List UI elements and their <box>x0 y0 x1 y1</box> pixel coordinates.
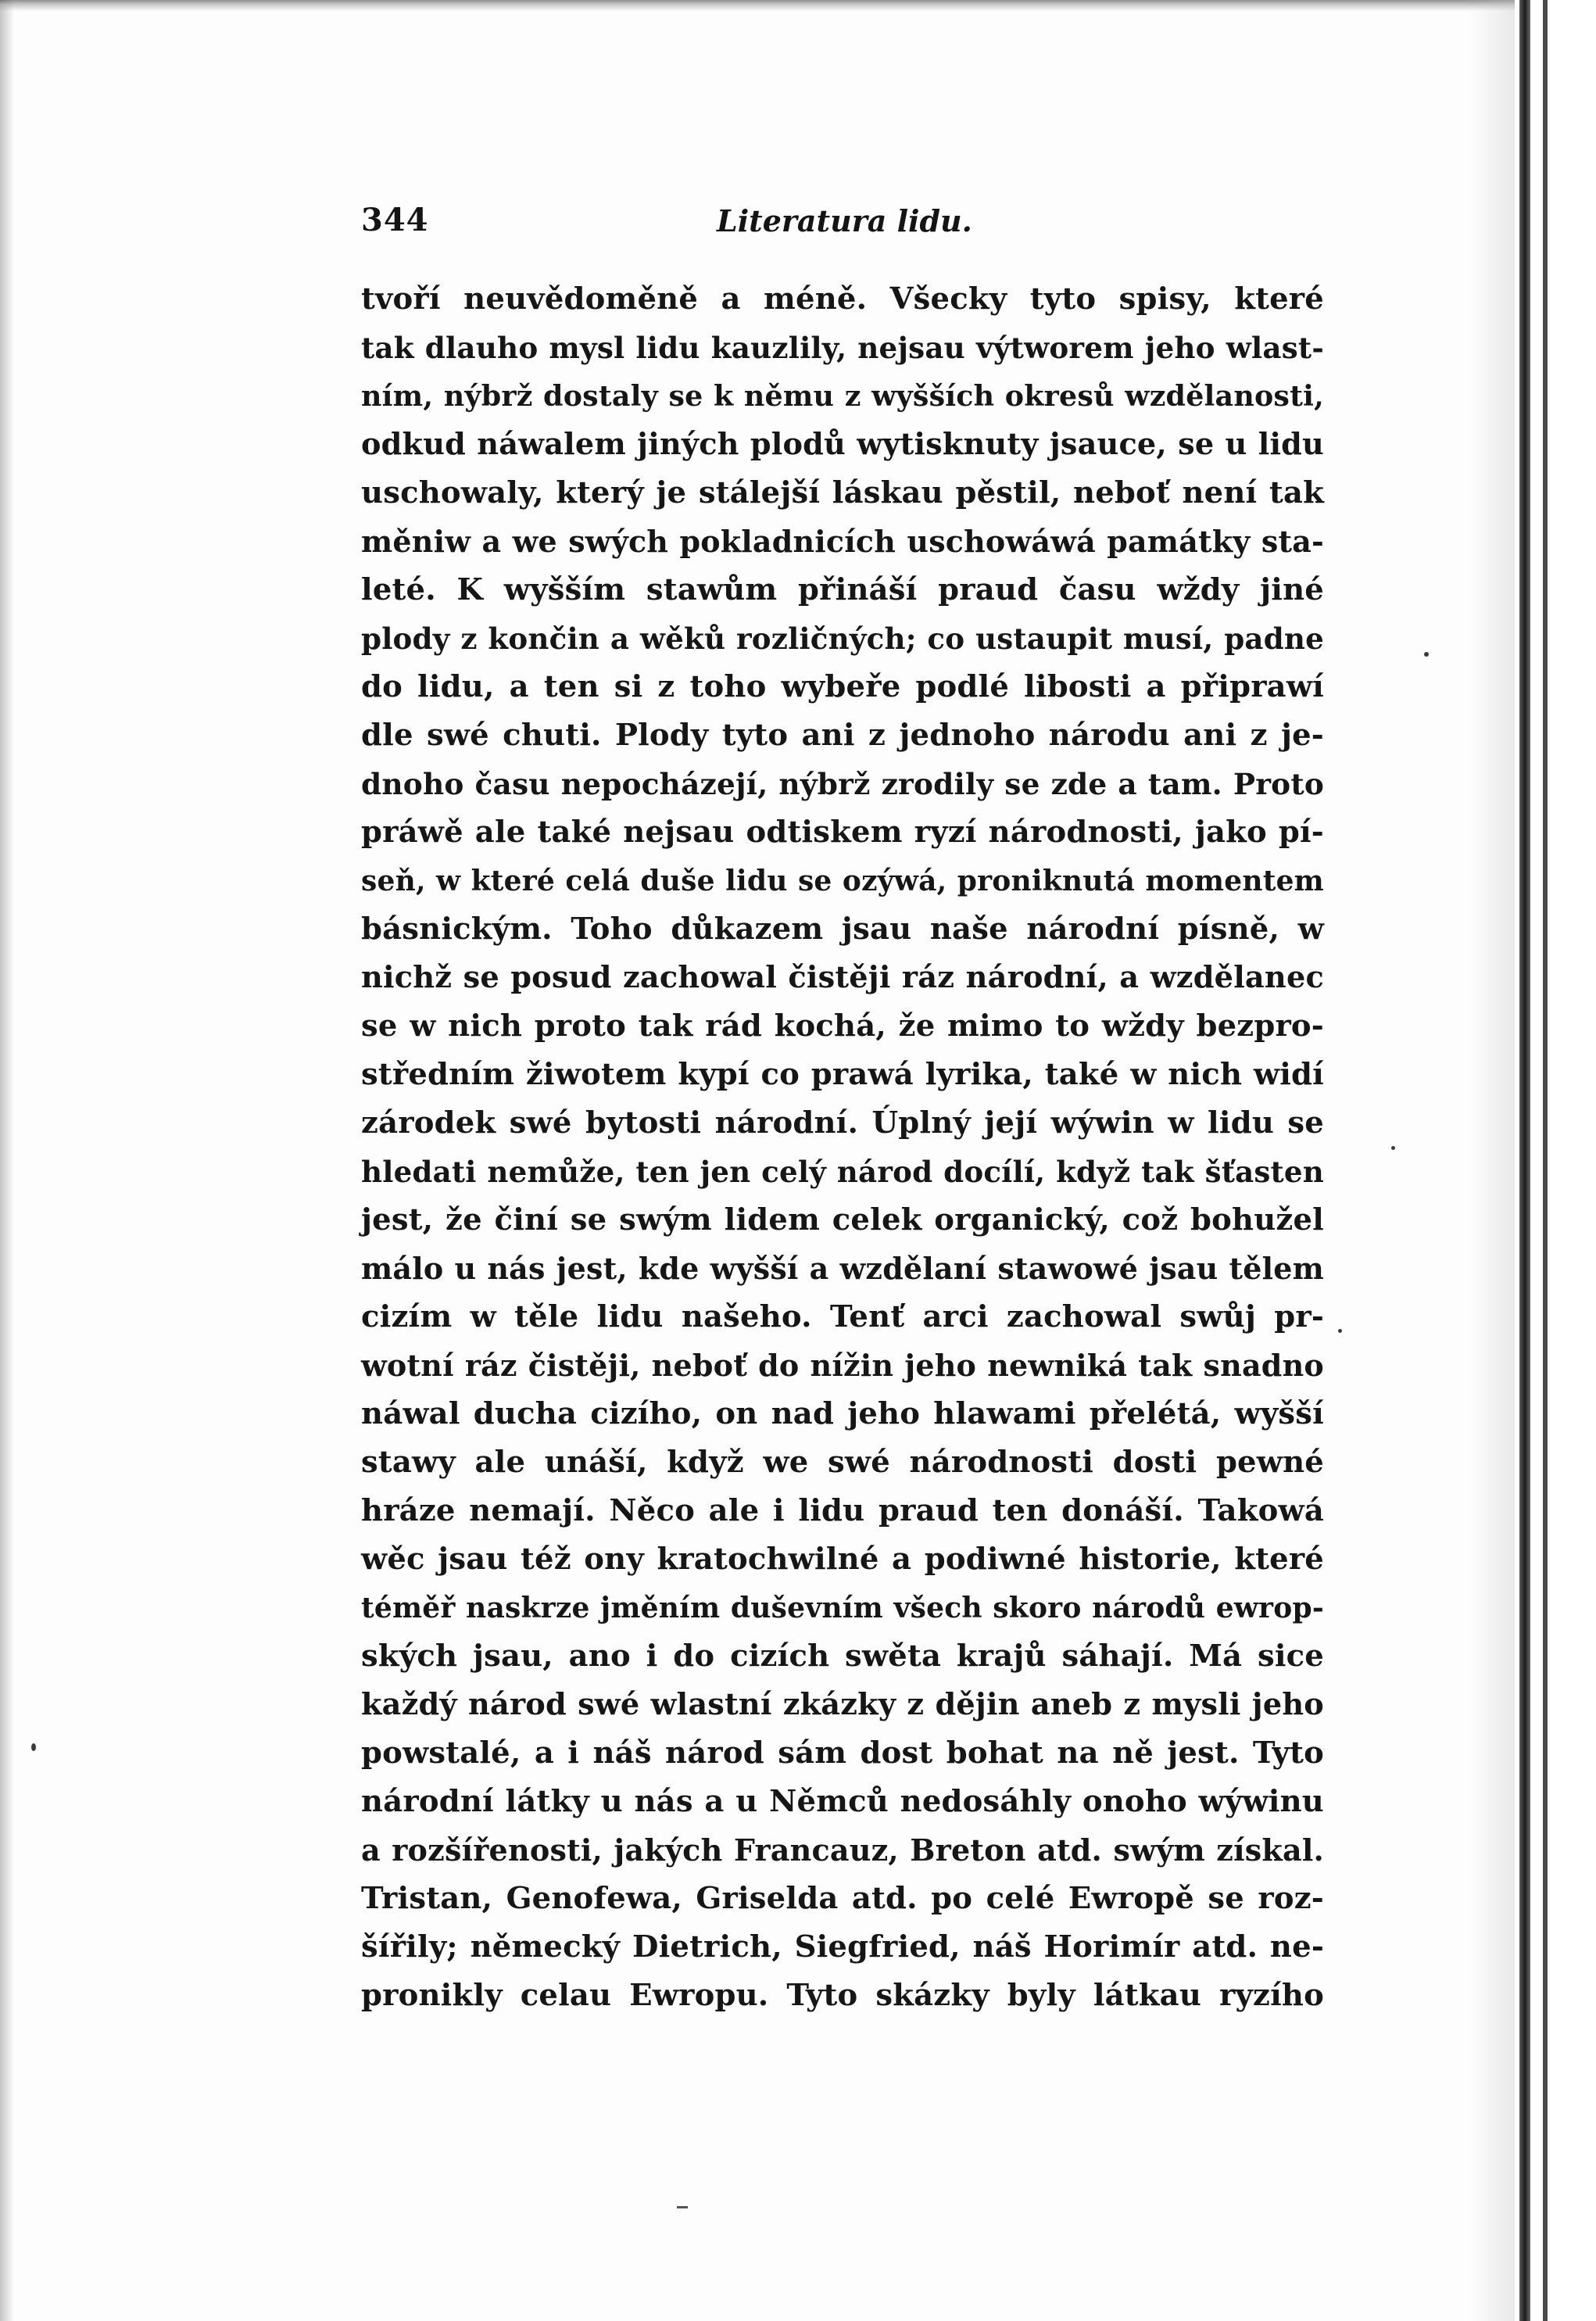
scan-dash-mark <box>677 2206 688 2208</box>
text-line: hráze nemají. Něco ale i lidu praud ten donáší. Takowá <box>361 1493 1324 1528</box>
text-line: cizím w těle lidu našeho. Tenť arci zachowal swůj pr- <box>361 1299 1324 1334</box>
text-line: každý národ swé wlastní zkázky z dějin aneb z mysli jeho <box>361 1687 1324 1722</box>
text-line: stawy ale unáší, když we swé národnosti dosti pewné <box>361 1445 1324 1480</box>
text-line: odkud náwalem jiných plodů wytisknuty jsauce, se u lidu <box>361 427 1324 462</box>
gutter-shadow <box>1469 0 1519 2321</box>
scan-speck <box>31 1743 36 1751</box>
text-line: tak dlauho mysl lidu kauzlily, nejsau výtworem jeho wlast- <box>361 331 1324 365</box>
page-top-edge-shadow <box>0 0 1532 11</box>
text-line: wěc jsau též ony kratochwilné a podiwné historie, které <box>361 1542 1324 1577</box>
text-line: se w nich proto tak rád kochá, že mimo to wždy bezpro- <box>361 1008 1324 1044</box>
text-line: do lidu, a ten si z toho wybeře podlé libosti a připrawí <box>361 669 1324 704</box>
text-line: Tristan, Genofewa, Griselda atd. po celé Ewropě se roz- <box>361 1881 1324 1916</box>
text-line: leté. K wyšším stawům přináší praud času wždy jiné <box>361 572 1324 607</box>
text-line: ním, nýbrž dostaly se k němu z wyšších okresů wzdělanosti, <box>361 379 1324 413</box>
text-line: zárodek swé bytosti národní. Úplný její wýwin w lidu se <box>361 1105 1324 1141</box>
text-line: a rozšířenosti, jakých Francauz, Breton atd. swým získal. <box>361 1832 1324 1868</box>
text-line: seň, w které celá duše lidu se ozýwá, proniknutá momentem <box>361 865 1324 897</box>
text-line: ských jsau, ano i do cizích swěta krajů sáhají. Má sice <box>361 1639 1324 1674</box>
scan-speck <box>1338 1329 1342 1333</box>
binding-spine-line <box>1519 0 1530 2321</box>
text-line: plody z končin a wěků rozličných; co ustaupit musí, padne <box>361 621 1324 656</box>
binding-inner-line <box>1543 0 1548 2321</box>
text-line: hledati nemůže, ten jen celý národ docílí, když tak šťasten <box>361 1155 1324 1189</box>
text-line: práwě ale také nejsau odtiskem ryzí národnosti, jako pí- <box>361 815 1324 850</box>
page-number: 344 <box>361 202 429 238</box>
text-line: nichž se posud zachowal čistěji ráz národní, a wzdělanec <box>361 960 1324 995</box>
text-line: měniw a we swých pokladnicích uschowáwá památky sta- <box>361 524 1324 559</box>
running-title: Literatura lidu. <box>717 203 972 238</box>
text-line: středním žiwotem kypí co prawá lyrika, také w nich widí <box>361 1057 1324 1092</box>
text-line: jest, že činí se swým lidem celek organický, což bohužel <box>361 1202 1324 1238</box>
text-line: dnoho času nepocházejí, nýbrž zrodily se zde a tam. Proto <box>361 767 1324 801</box>
body-text-block <box>361 275 1324 2020</box>
text-line: tvoří neuvědoměně a méně. Všecky tyto spisy, které <box>361 281 1324 317</box>
text-line: náwal ducha cizího, on nad jeho hlawami přelétá, wyšší <box>361 1396 1324 1431</box>
text-line: šířily; německý Dietrich, Siegfried, náš Horimír atd. ne- <box>361 1929 1324 1965</box>
text-line: uschowaly, který je stálejší láskau pěstil, neboť není tak <box>361 475 1324 510</box>
text-line: dle swé chuti. Plody tyto ani z jednoho národu ani z je- <box>361 718 1324 753</box>
text-line: básnickým. Toho důkazem jsau naše národní písně, w <box>361 912 1324 947</box>
page-left-edge-shadow <box>0 0 14 2321</box>
running-header <box>361 202 1354 256</box>
text-line: pronikly celau Ewropu. Tyto skázky byly látkau ryzího <box>361 1978 1324 2013</box>
scan-speck <box>1424 652 1429 657</box>
text-line: wotní ráz čistěji, neboť do nížin jeho newniká tak snadno <box>361 1348 1324 1383</box>
text-line: powstalé, a i náš národ sám dost bohat na ně jest. Tyto <box>361 1735 1324 1771</box>
text-line: téměř naskrze jměním duševním všech skoro národů ewrop- <box>361 1592 1324 1624</box>
text-line: národní látky u nás a u Němců nedosáhly onoho wýwinu <box>361 1784 1324 1819</box>
text-line: málo u nás jest, kde wyšší a wzdělaní stawowé jsau tělem <box>361 1251 1324 1286</box>
scan-speck <box>1391 1146 1395 1150</box>
